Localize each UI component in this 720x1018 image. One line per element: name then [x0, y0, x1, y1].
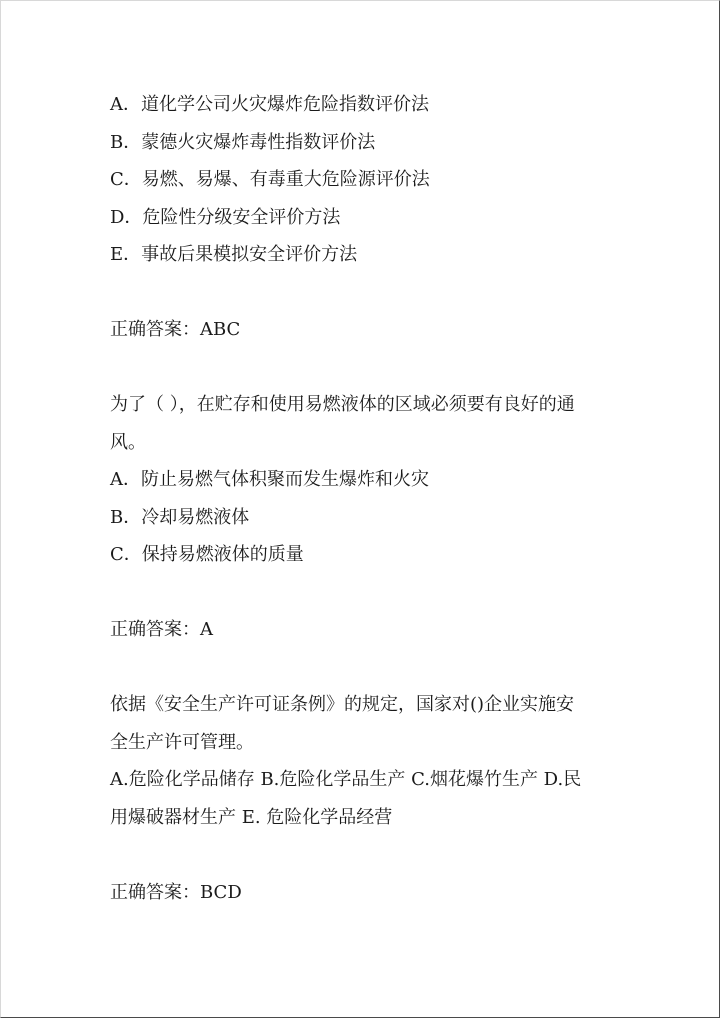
q3-options-line-1: A.危险化学品储存 B.危险化学品生产 C.烟花爆竹生产 D.民	[110, 769, 582, 790]
q1-answer: 正确答案：ABC	[110, 319, 241, 340]
q2-stem-line-2: 风。	[110, 431, 146, 453]
q3-options-line-2: 用爆破器材生产 E. 危险化学品经营	[110, 806, 393, 828]
question-2	[110, 386, 622, 574]
q2-stem-line-1: 为了（ ），在贮存和使用易燃液体的区域必须要有良好的通	[110, 394, 575, 415]
q1-option-b: B．蒙德火灾爆炸毒性指数评价法	[110, 131, 376, 153]
question-1-options	[110, 86, 622, 274]
q1-option-c: C．易燃、易爆、有毒重大危险源评价法	[110, 169, 430, 190]
q1-option-a: A．道化学公司火灾爆炸危险指数评价法	[110, 94, 429, 115]
q2-option-b: B．冷却易燃液体	[110, 506, 250, 528]
q2-answer: 正确答案：A	[110, 619, 213, 640]
question-3	[110, 686, 622, 836]
q1-option-d: D．危险性分级安全评价方法	[110, 206, 341, 228]
q1-option-e: E．事故后果模拟安全评价方法	[110, 244, 358, 265]
q3-stem-line-1: 依据《安全生产许可证条例》的规定，国家对()企业实施安	[110, 694, 575, 715]
q2-option-a: A．防止易燃气体积聚而发生爆炸和火灾	[110, 469, 429, 490]
q3-answer: 正确答案：BCD	[110, 881, 242, 903]
q2-option-c: C．保持易燃液体的质量	[110, 544, 304, 565]
document-body	[110, 86, 622, 911]
q3-stem-line-2: 全生产许可管理。	[110, 731, 254, 753]
